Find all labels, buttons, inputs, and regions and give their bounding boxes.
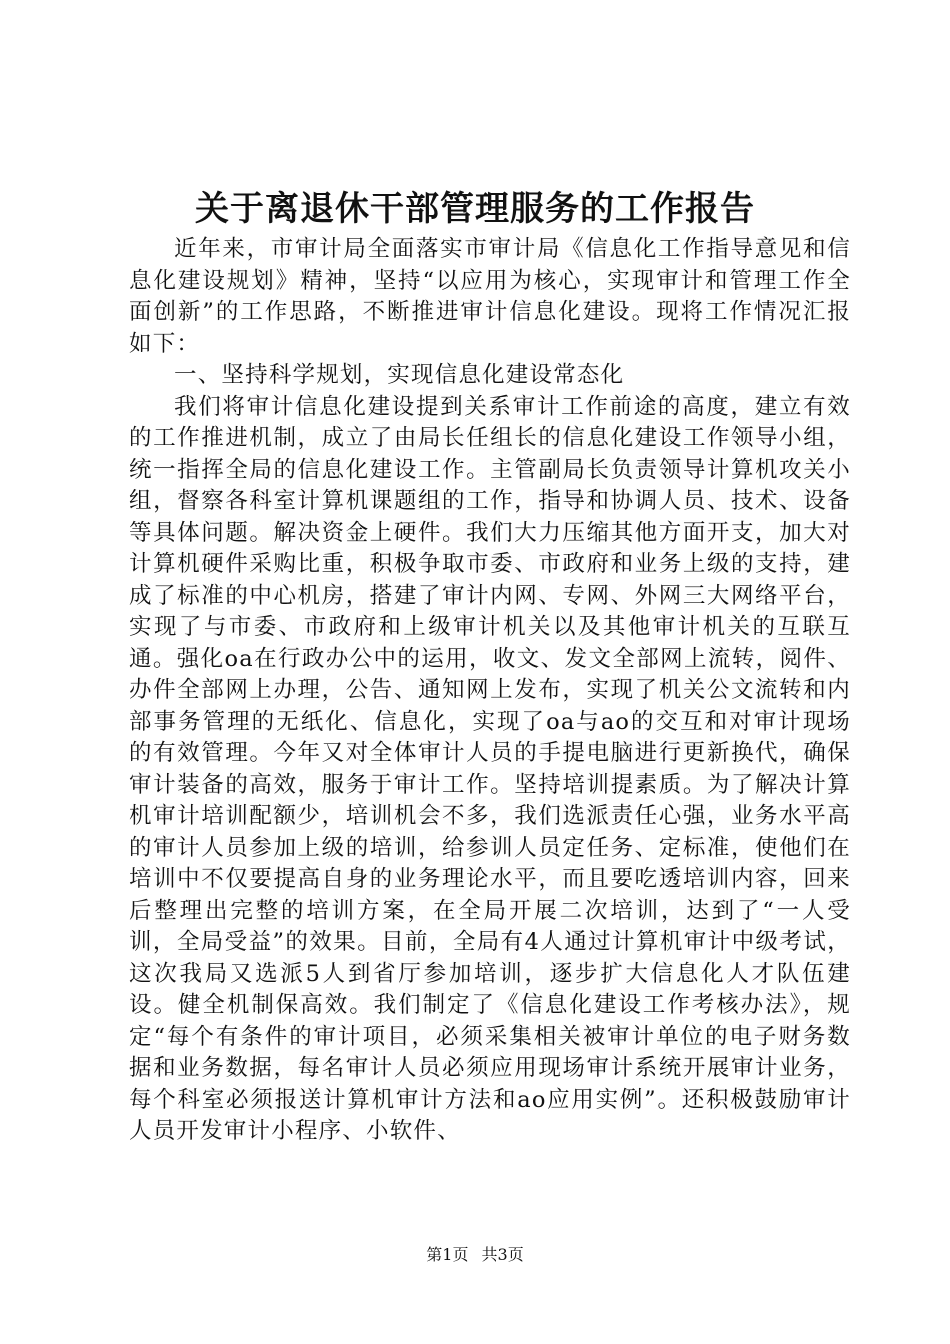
page-total: 共3页 bbox=[481, 1245, 524, 1264]
section-heading: 一、坚持科学规划，实现信息化建设常态化 bbox=[174, 362, 625, 388]
intro-paragraph: 近年来，市审计局全面落实市审计局《信息化工作指导意见和信息化建设规划》精神，坚持“以应用为核心，实现审计和管理工作全面创新”的工作思路，不断推进审计信息化建设。现将工作情况汇报如下： bbox=[129, 236, 851, 357]
page-number: 第1页 bbox=[426, 1245, 469, 1264]
document-title: 关于离退休干部管理服务的工作报告 bbox=[195, 189, 755, 229]
body-paragraph: 我们将审计信息化建设提到关系审计工作前途的高度，建立有效的工作推进机制，成立了由局长任组长的信息化建设工作领导小组，统一指挥全局的信息化建设工作。主管副局长负责领导计算机攻关小组，督察各科室计算机课题组的工作，指导和协调人员、技术、设备等具体问题。解决资金上硬件。我们大力压缩其他方面开支，加大对计算机硬件采购比重，积极争取市委、市政府和业务上级的支持，建成了标准的中心机房，搭建了审计内网、专网、外网三大网络平台，实现了与市委、市政府和上级审计机关以及其他审计机关的互联互通。强化oa在行政办公中的运用，收文、发文全部网上流转，阅件、办件全部网上办理，公告、通知网上发布，实现了机关公文流转和内部事务管理的无纸化、信息化，实现了oa与ao的交互和对审计现场的有效管理。今年又对全体审计人员的手提电脑进行更新换代，确保审计装备的高效，服务于审计工作。坚持培训提素质。为了解决计算机审计培训配额少，培训机会不多，我们选派责任心强，业务水平高的审计人员参加上级的培训，给参训人员定任务、定标准，使他们在培训中不仅要提高自身的业务理论水平，而且要吃透培训内容，回来后整理出完整的培训方案，在全局开展二次培训，达到了“一人受训，全局受益”的效果。目前，全局有4人通过计算机审计中级考试，这次我局又选派5人到省厅参加培训，逐步扩大信息化人才队伍建设。健全机制保高效。我们制定了《信息化建设工作考核办法》，规定“每个有条件的审计项目，必须采集相关被审计单位的电子财务数据和业务数据，每名审计人员必须应用现场审计系统开展审计业务，每个科室必须报送计算机审计方法和ao应用实例”。还积极鼓励审计人员开发审计小程序、小软件、 bbox=[129, 393, 851, 1144]
document-body bbox=[129, 234, 851, 1148]
page-footer bbox=[0, 1244, 950, 1266]
